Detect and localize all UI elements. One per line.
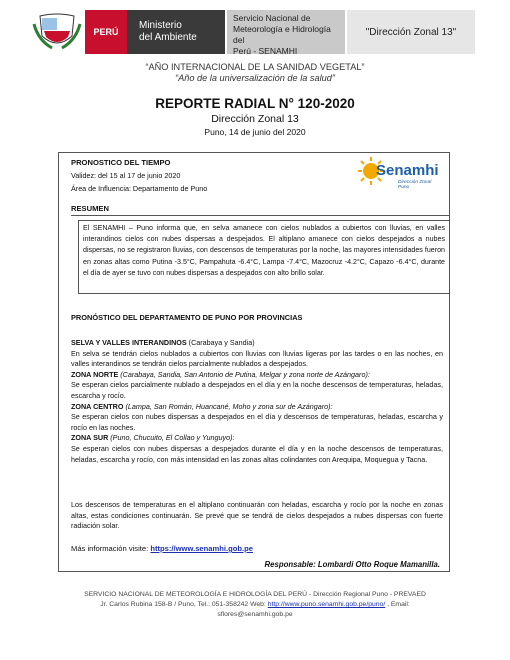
footer-line1: SERVICIO NACIONAL DE METEOROLOGÍA E HIDROLOGÍA DEL PERÚ - Dirección Regional Puno - PREVAED (84, 591, 426, 598)
senamhi-logo (358, 156, 438, 192)
zone-selva-title: SELVA Y VALLES INTERANDINOS (71, 338, 187, 347)
motto-line2: “Año de la universalización de la salud” (175, 73, 335, 83)
more-info (71, 544, 253, 555)
ministry-line2: del Ambiente (139, 32, 197, 43)
forecast-validity: Validez: del 15 al 17 de junio 2020 (71, 171, 181, 180)
zone-norte-title: ZONA NORTE (71, 369, 119, 379)
service-line2: Meteorología e Hidrología del (233, 24, 331, 45)
page-footer (80, 590, 430, 620)
report-title: REPORTE RADIAL N° 120-2020 (155, 96, 355, 111)
footer-web-link[interactable]: http://www.puno.senamhi.gob.pe/puno/ (267, 601, 386, 608)
summary-divider (71, 215, 450, 216)
zone-selva (71, 338, 443, 465)
zone-sur-places: (Puno, Chucuito, El Collao y Yunguyo): (108, 433, 235, 443)
zone-norte-places: (Carabaya, Sandia, San Antonio de Putina, Melgar y zona norte de Azángaro): (118, 369, 370, 379)
footer-address: Jr. Carlos Rubina 158-B / Puno, Tel.: 051-358242 Web: (100, 601, 268, 608)
motto-line1: “AÑO INTERNACIONAL DE LA SANIDAD VEGETAL” (145, 62, 365, 72)
service-line3: Perú - SENAMHI (233, 46, 298, 56)
service-label (225, 10, 345, 54)
closing-paragraph: Los descensos de temperaturas en el altiplano continuarán con heladas, escarcha y rocío por la noche en zonas altas, estas condiciones continuarán. Se prevé que se tendrá de cielos despejados a nubes dispersas con fuerte radiación solar. (71, 500, 443, 531)
summary-text: El SENAMHI – Puno informa que, en selva amanece con cielos nublados a cubiertos con lluvias, en valles interandinos cielos con nubes dispersas a despejados. El altiplano amanece con cielos despejados a nubes dispersas, no se registraron lluvias, con descensos de temperaturas por la noche, las mayores intensidades fueron en zonas altas como Putina -3.5°C, Pampahuta -6.4°C, Lampa -7.4°C, Mazocruz -4.2°C, Capazo -6.4°C, durante el día de ayer se tuvo con nubes dispersas a despejados con alto brillo solar. (78, 220, 450, 294)
zone-sur-text: Se esperan cielos con nubes dispersas a despejados durante el día y en la noche descensos de temperaturas, heladas, escarcha y rocío, con más intensidad en las zonas altas colindantes con Arequipa, Moquegua y Tacna. (71, 443, 443, 464)
header-banner (30, 10, 475, 54)
country-label: PERÚ (85, 10, 127, 54)
zone-selva-text: En selva se tendrán cielos nublados a cubiertos con lluvias con lluvias ligeras por las tardes o en las noches, en valles interandinos se tendrán cielos parcialmente nublados a despejados. (71, 348, 443, 369)
zone-sur-title: ZONA SUR (71, 433, 109, 443)
zone-centro-title: ZONA CENTRO (71, 401, 124, 411)
zone-centro-places: (Lampa, San Román, Huancané, Moho y zona sur de Azángaro): (123, 401, 333, 411)
report-date: Puno, 14 de junio del 2020 (204, 127, 306, 137)
forecast-heading: PRONOSTICO DEL TIEMPO (71, 158, 171, 167)
more-info-label: Más información visite: (71, 544, 151, 553)
summary-heading: RESUMEN (71, 204, 109, 213)
zone-centro-text: Se esperan cielos con nubes dispersas a despejados en el día y descensos de temperaturas, heladas, escarcha y rocío en las noches. (71, 412, 443, 432)
report-subtitle: Dirección Zonal 13 (211, 113, 299, 125)
senamhi-logo-text: Senamhi (376, 162, 439, 179)
zone-norte-text: Se esperan cielos parcialmente nublado a despejados en el día y en la noche descensos de temperaturas, heladas, escarcha y rocío. (71, 380, 443, 400)
ministry-line1: Ministerio (139, 20, 182, 31)
coat-of-arms-logo (30, 10, 85, 54)
ministry-label (127, 10, 225, 54)
responsible-signature: Responsable: Lombardi Otto Roque Mamanilla. (264, 560, 440, 569)
footer-email-label: , Email: (385, 601, 410, 608)
senamhi-website-link[interactable]: https://www.senamhi.gob.pe (150, 544, 254, 553)
provinces-heading: PRONÓSTICO DEL DEPARTAMENTO DE PUNO POR PROVINCIAS (71, 313, 303, 322)
zone-selva-places: (Carabaya y Sandia) (186, 338, 255, 347)
service-line1: Servicio Nacional de (233, 13, 311, 23)
forecast-area: Área de Influencia: Departamento de Puno (71, 184, 208, 193)
shield-icon (30, 10, 85, 54)
footer-line2 (80, 600, 430, 610)
zone-label: "Dirección Zonal 13" (345, 10, 475, 54)
footer-email: sflores@senamhi.gob.pe (217, 611, 293, 618)
senamhi-logo-sub: Dirección Zonal Puno (398, 180, 432, 190)
